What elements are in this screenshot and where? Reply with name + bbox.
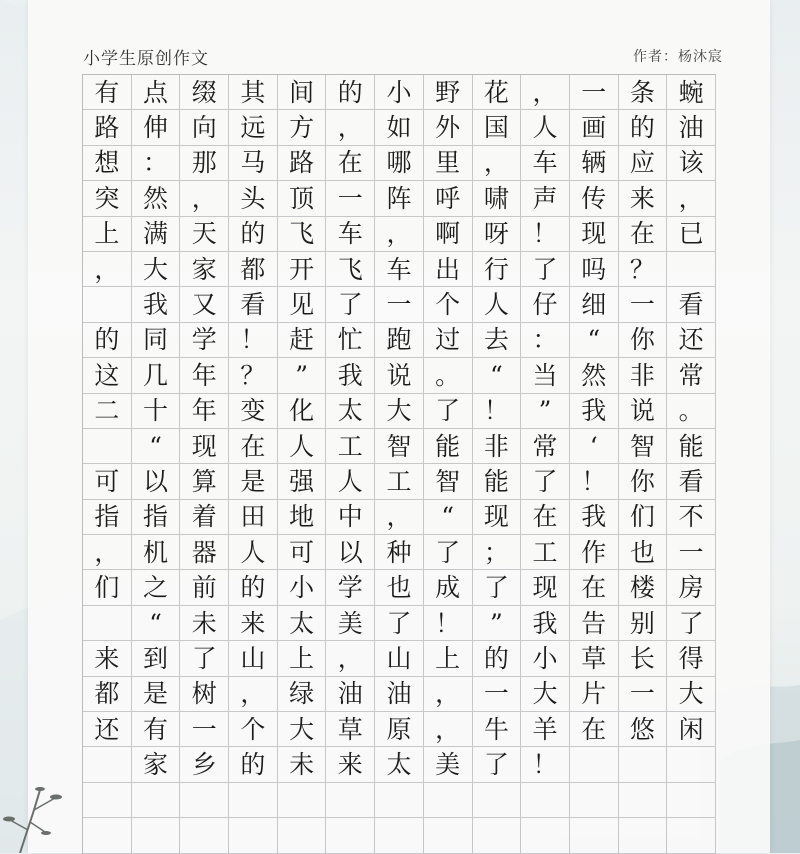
grid-cell: 工 [326,429,375,464]
grid-cell [132,783,181,818]
grid-cell: 之 [132,570,181,605]
grid-cell: 常 [521,429,570,464]
grid-cell: 们 [83,570,132,605]
grid-cell: 的 [83,323,132,358]
grid-cell: ” [473,606,522,641]
grid-cell: 现 [180,429,229,464]
grid-cell: 一 [570,75,619,110]
grid-cell: 缀 [180,75,229,110]
grid-cell: 非 [473,429,522,464]
essay-category: 小学生原创作文 [83,49,209,69]
grid-cell: 行 [473,252,522,287]
grid-cell: 能 [424,429,473,464]
grid-cell: 我 [132,287,181,322]
grid-cell [83,747,132,782]
grid-cell: 可 [83,464,132,499]
grid-cell: 成 [424,570,473,605]
grid-cell: 的 [326,75,375,110]
grid-cell: 应 [619,146,668,181]
author-label: 作者：杨沐宸 [633,49,723,65]
grid-cell: 年 [180,358,229,393]
grid-cell: ， [375,217,424,252]
grid-cell [521,783,570,818]
grid-cell: 智 [424,464,473,499]
grid-cell: 路 [278,146,327,181]
grid-cell: 了 [326,287,375,322]
grid-cell: 国 [473,110,522,145]
grid-cell: 又 [180,287,229,322]
grid-cell: 田 [229,500,278,535]
grid-cell: “ [132,429,181,464]
grid-cell: 山 [375,641,424,676]
grid-cell: 十 [132,394,181,429]
grid-cell: 也 [619,535,668,570]
grid-cell: 大 [667,677,716,712]
grid-cell: 牛 [473,712,522,747]
grid-cell: 方 [278,110,327,145]
grid-cell [570,783,619,818]
grid-cell: 声 [521,181,570,216]
grid-cell: 楼 [619,570,668,605]
grid-cell: ！ [521,747,570,782]
grid-cell: 小 [278,570,327,605]
grid-cell: 的 [619,110,668,145]
grid-cell: 器 [180,535,229,570]
grid-cell: 在 [229,429,278,464]
grid-cell: 间 [278,75,327,110]
grid-cell: 你 [619,323,668,358]
grid-cell: 能 [667,429,716,464]
grid-cell: 的 [229,217,278,252]
grid-cell: 能 [473,464,522,499]
grid-cell: 忙 [326,323,375,358]
grid-cell: 不 [667,500,716,535]
grid-cell: 几 [132,358,181,393]
grid-cell: 草 [326,712,375,747]
grid-cell: 里 [424,146,473,181]
grid-cell: 天 [180,217,229,252]
grid-cell: 然 [132,181,181,216]
grid-cell: 过 [424,323,473,358]
grid-cell: 羊 [521,712,570,747]
grid-cell [326,818,375,853]
grid-cell: ， [83,252,132,287]
grid-cell: 现 [521,570,570,605]
grid-cell: ？ [229,358,278,393]
grid-cell: 人 [229,535,278,570]
grid-cell: 油 [326,677,375,712]
grid-cell [570,747,619,782]
grid-cell: ； [473,535,522,570]
grid-cell: 原 [375,712,424,747]
grid-cell: ！ [229,323,278,358]
grid-cell: ： [521,323,570,358]
grid-cell: 乡 [180,747,229,782]
grid-cell: 我 [570,394,619,429]
grid-cell: 了 [424,394,473,429]
grid-cell: 来 [619,181,668,216]
grid-cell [375,783,424,818]
grid-cell: 闲 [667,712,716,747]
grid-cell: 细 [570,287,619,322]
grid-cell: 个 [424,287,473,322]
grid-cell: 了 [180,641,229,676]
grid-cell: 在 [326,146,375,181]
grid-cell: 来 [83,641,132,676]
grid-cell: ， [326,641,375,676]
grid-cell: 得 [667,641,716,676]
grid-cell [619,783,668,818]
grid-cell: ！ [570,464,619,499]
grid-cell: 想 [83,146,132,181]
grid-cell: 智 [619,429,668,464]
grid-cell: 辆 [570,146,619,181]
grid-cell: 车 [521,146,570,181]
grid-cell: 前 [180,570,229,605]
grid-cell: 满 [132,217,181,252]
grid-cell: 一 [180,712,229,747]
grid-cell [83,429,132,464]
grid-cell [570,818,619,853]
grid-cell: 呀 [473,217,522,252]
grid-cell: 现 [570,217,619,252]
grid-cell: 未 [180,606,229,641]
grid-cell [667,783,716,818]
grid-cell: ‘ [570,429,619,464]
grid-cell: 车 [375,252,424,287]
grid-cell: 草 [570,641,619,676]
grid-cell: 看 [667,287,716,322]
grid-cell: 说 [375,358,424,393]
grid-cell: 智 [375,429,424,464]
grid-cell: 仔 [521,287,570,322]
grid-cell [667,818,716,853]
writing-grid-area [82,74,715,853]
grid-cell: 人 [278,429,327,464]
grid-cell: 指 [132,500,181,535]
grid-cell: 出 [424,252,473,287]
grid-cell [375,818,424,853]
grid-cell: 在 [619,217,668,252]
grid-cell: 呼 [424,181,473,216]
grid-cell: 然 [570,358,619,393]
grid-cell [132,818,181,853]
grid-cell: 非 [619,358,668,393]
grid-cell: 是 [229,464,278,499]
grid-cell: “ [570,323,619,358]
grid-cell: 的 [229,747,278,782]
grid-cell: 片 [570,677,619,712]
grid-cell: 种 [375,535,424,570]
grid-cell: 传 [570,181,619,216]
grid-cell: 家 [132,747,181,782]
grid-cell: 飞 [278,217,327,252]
grid-cell: 太 [375,747,424,782]
grid-cell: 绿 [278,677,327,712]
grid-cell: 小 [521,641,570,676]
grid-cell: 变 [229,394,278,429]
grid-cell: 该 [667,146,716,181]
grid-cell: ， [424,712,473,747]
grid-cell: 油 [375,677,424,712]
grid-cell: 在 [570,570,619,605]
grid-cell: 当 [521,358,570,393]
grid-cell: 一 [619,287,668,322]
grid-cell: 来 [229,606,278,641]
grid-cell: 现 [473,500,522,535]
grid-cell: 强 [278,464,327,499]
grid-cell: 突 [83,181,132,216]
grid-cell: 们 [619,500,668,535]
grid-cell: ， [521,75,570,110]
grid-cell: 阵 [375,181,424,216]
grid-cell: 机 [132,535,181,570]
grid-cell: 油 [667,110,716,145]
grid-cell [667,747,716,782]
grid-cell [619,818,668,853]
grid-cell [619,747,668,782]
grid-cell: 啊 [424,217,473,252]
grid-cell: ， [375,500,424,535]
grid-cell: 还 [83,712,132,747]
grid-cell: 见 [278,287,327,322]
grid-cell: 太 [326,394,375,429]
grid-cell: ！ [521,217,570,252]
grid-cell: 车 [326,217,375,252]
grid-cell [278,783,327,818]
writing-grid [82,74,716,854]
grid-cell: “ [473,358,522,393]
grid-cell: 飞 [326,252,375,287]
grid-cell: 头 [229,181,278,216]
grid-cell: 以 [326,535,375,570]
grid-cell: 路 [83,110,132,145]
grid-cell: 工 [521,535,570,570]
grid-cell: 了 [473,747,522,782]
grid-cell: 小 [375,75,424,110]
grid-cell: 着 [180,500,229,535]
grid-cell [473,783,522,818]
grid-cell: 大 [521,677,570,712]
grid-cell: 其 [229,75,278,110]
grid-cell: 都 [83,677,132,712]
grid-cell: 常 [667,358,716,393]
grid-cell: 画 [570,110,619,145]
grid-cell: 也 [375,570,424,605]
grid-cell: ， [667,181,716,216]
grid-cell: 了 [521,464,570,499]
grid-cell: 说 [619,394,668,429]
grid-cell: 那 [180,146,229,181]
grid-cell: 大 [375,394,424,429]
grid-cell [424,818,473,853]
grid-cell: 大 [278,712,327,747]
grid-cell: 的 [229,570,278,605]
grid-cell: 这 [83,358,132,393]
grid-cell: 已 [667,217,716,252]
grid-cell: 在 [521,500,570,535]
grid-cell: 美 [424,747,473,782]
grid-cell: 在 [570,712,619,747]
grid-cell: 了 [375,606,424,641]
grid-cell [424,783,473,818]
grid-cell: 学 [180,323,229,358]
grid-cell: 学 [326,570,375,605]
grid-cell: 人 [521,110,570,145]
grid-cell: 上 [278,641,327,676]
grid-cell: 一 [619,677,668,712]
grid-cell: 看 [229,287,278,322]
grid-cell: 。 [424,358,473,393]
grid-cell: 了 [521,252,570,287]
grid-cell: 还 [667,323,716,358]
grid-cell: 中 [326,500,375,535]
grid-cell: 有 [132,712,181,747]
grid-cell: 上 [424,641,473,676]
grid-cell: 去 [473,323,522,358]
grid-cell: 工 [375,464,424,499]
grid-cell: 了 [424,535,473,570]
grid-cell [667,252,716,287]
grid-cell: 房 [667,570,716,605]
grid-cell [473,818,522,853]
grid-cell: 大 [132,252,181,287]
grid-cell: 年 [180,394,229,429]
grid-cell: 蜿 [667,75,716,110]
grid-cell: 了 [667,606,716,641]
grid-cell: 赶 [278,323,327,358]
grid-cell: ： [132,146,181,181]
grid-cell: 指 [83,500,132,535]
grid-cell: ！ [473,394,522,429]
grid-cell: 长 [619,641,668,676]
grid-cell [229,818,278,853]
grid-cell: 山 [229,641,278,676]
grid-cell: 个 [229,712,278,747]
grid-cell: 告 [570,606,619,641]
grid-cell: 我 [521,606,570,641]
grid-cell: 了 [473,570,522,605]
grid-cell: ， [424,677,473,712]
page-header [83,44,723,70]
grid-cell [278,818,327,853]
grid-cell: 同 [132,323,181,358]
grid-cell [326,783,375,818]
grid-cell: “ [424,500,473,535]
grid-cell: 条 [619,75,668,110]
grid-cell: 一 [473,677,522,712]
grid-cell: 伸 [132,110,181,145]
grid-cell: 人 [473,287,522,322]
grid-cell: 的 [473,641,522,676]
grid-cell: ， [473,146,522,181]
grid-cell: 花 [473,75,522,110]
grid-cell: 可 [278,535,327,570]
grid-cell: 有 [83,75,132,110]
grid-cell [83,287,132,322]
grid-cell: 太 [278,606,327,641]
grid-cell: 如 [375,110,424,145]
grid-cell: 树 [180,677,229,712]
grid-cell: 点 [132,75,181,110]
branch-decoration-icon [0,780,120,853]
grid-cell: 到 [132,641,181,676]
grid-cell: 。 [667,394,716,429]
grid-cell: ， [229,677,278,712]
grid-cell: 来 [326,747,375,782]
grid-cell: “ [132,606,181,641]
grid-cell: 未 [278,747,327,782]
grid-cell: 看 [667,464,716,499]
grid-cell: 顶 [278,181,327,216]
grid-cell: 一 [667,535,716,570]
grid-cell: 二 [83,394,132,429]
grid-cell: ？ [619,252,668,287]
grid-cell: 化 [278,394,327,429]
grid-cell: 算 [180,464,229,499]
grid-cell [229,783,278,818]
grid-cell: 人 [326,464,375,499]
grid-cell: ， [180,181,229,216]
grid-cell: 吗 [570,252,619,287]
grid-cell [180,783,229,818]
grid-cell: ” [521,394,570,429]
grid-cell: 上 [83,217,132,252]
grid-cell: 都 [229,252,278,287]
grid-cell: ， [83,535,132,570]
grid-cell: 以 [132,464,181,499]
grid-cell: 跑 [375,323,424,358]
grid-cell: ” [278,358,327,393]
grid-cell: 一 [326,181,375,216]
grid-cell: 家 [180,252,229,287]
grid-cell: 马 [229,146,278,181]
grid-cell: 悠 [619,712,668,747]
grid-cell: 远 [229,110,278,145]
grid-cell: 哪 [375,146,424,181]
grid-cell: 野 [424,75,473,110]
grid-cell: 我 [326,358,375,393]
grid-cell: 一 [375,287,424,322]
grid-cell: 美 [326,606,375,641]
grid-cell: ！ [424,606,473,641]
grid-cell: 地 [278,500,327,535]
grid-cell: 我 [570,500,619,535]
grid-cell: 啸 [473,181,522,216]
grid-cell: 向 [180,110,229,145]
grid-cell: 是 [132,677,181,712]
grid-cell [521,818,570,853]
grid-cell [180,818,229,853]
grid-cell: 外 [424,110,473,145]
grid-cell [83,606,132,641]
grid-cell: 别 [619,606,668,641]
grid-cell: 你 [619,464,668,499]
grid-cell: ， [326,110,375,145]
grid-cell: 作 [570,535,619,570]
grid-cell: 开 [278,252,327,287]
